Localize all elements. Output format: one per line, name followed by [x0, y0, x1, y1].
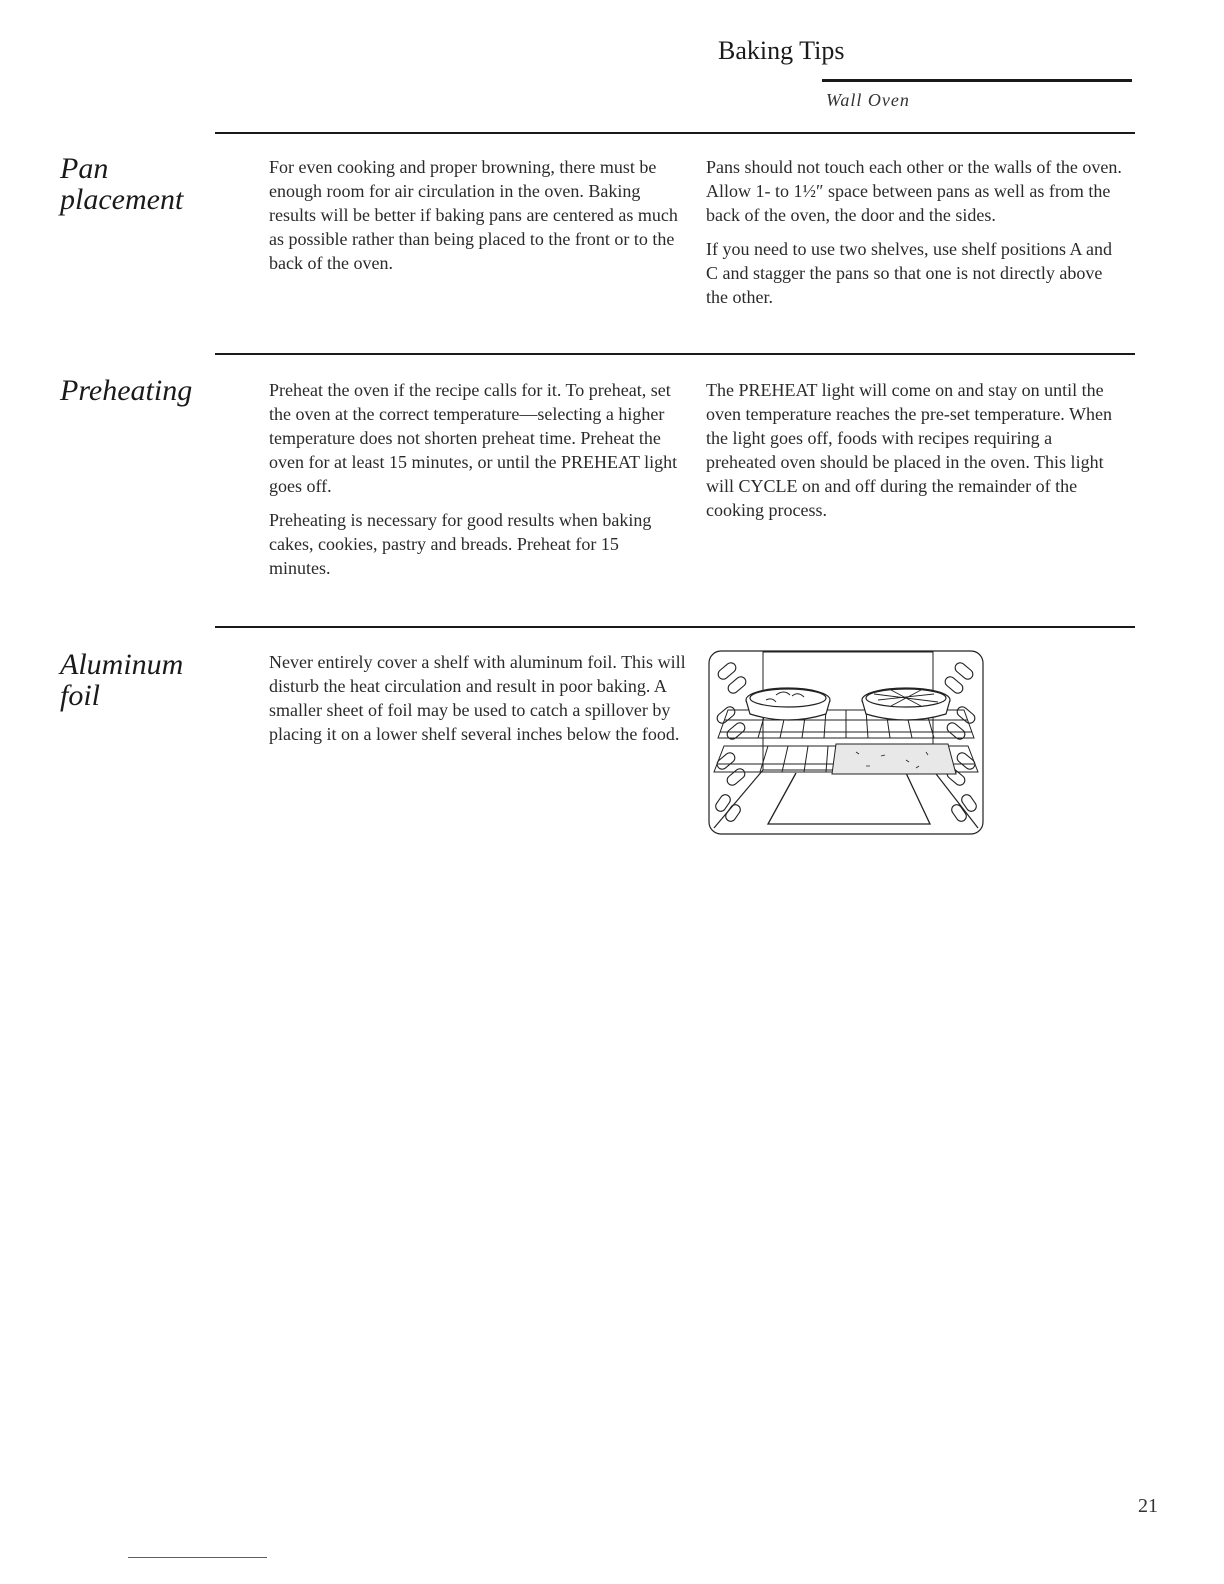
pan-placement-right-text: [706, 155, 1126, 319]
paragraph: Never entirely cover a shelf with aluminum foil. This will disturb the heat circulation and result in poor baking. A smaller sheet of foil may be used to catch a spillover by placing it on a lower shelf several inches below the food.: [269, 652, 686, 744]
aluminum-foil-sheet: [832, 744, 956, 774]
paragraph: For even cooking and proper browning, there must be enough room for air circulation in the oven. Baking results will be better if baking pans are centered as much as possible rather than being placed to the front or to the back of the oven.: [269, 157, 678, 273]
left-shelf-supports: [714, 661, 748, 823]
preheating-left-text: [269, 378, 679, 590]
paragraph: Preheat the oven if the recipe calls for it. To preheat, set the oven at the correct temperature—selecting a higher temperature does not shorten preheat time. Preheat the oven for at least 15 minutes, or until the PREHEAT light goes off.: [269, 380, 678, 496]
title-rule: [822, 79, 1132, 82]
pie-icon: [746, 688, 830, 720]
paragraph: Preheating is necessary for good results when baking cakes, cookies, pastry and breads. Preheat for 15 minutes.: [269, 510, 652, 578]
section-heading-pan-placement: Pan placement: [60, 152, 184, 216]
page-subtitle: Wall Oven: [826, 90, 910, 110]
oven-cavity-outline: [709, 651, 983, 834]
section-heading-aluminum-foil: Aluminum foil: [60, 648, 184, 712]
oven-floor-edge: [714, 770, 763, 828]
right-shelf-supports: [943, 661, 978, 823]
oven-floor-edge: [933, 770, 978, 828]
paragraph: If you need to use two shelves, use shelf positions A and C and stagger the pans so that one is not directly above the other.: [706, 239, 1112, 307]
paragraph: Pans should not touch each other or the walls of the oven. Allow 1- to 1½″ space between pans as well as from the back of the oven, the door and the sides.: [706, 157, 1122, 225]
pan-placement-left-text: [269, 155, 687, 285]
page-title: Baking Tips: [718, 36, 845, 65]
footer-link-line: [128, 1557, 267, 1558]
section-divider: [215, 353, 1135, 355]
preheating-right-text: [706, 378, 1126, 532]
section-divider: [215, 626, 1135, 628]
paragraph: The PREHEAT light will come on and stay on until the oven temperature reaches the pre-set temperature. When the light goes off, foods with recipes requiring a preheated oven should be placed in the oven. This light will CYCLE on and off during the remainder of the cooking process.: [706, 380, 1112, 520]
aluminum-foil-text: [269, 650, 697, 756]
section-divider: [215, 132, 1135, 134]
pie-icon: [862, 688, 950, 720]
page-number: 21: [1138, 1495, 1158, 1517]
oven-illustration: [706, 648, 986, 838]
section-heading-preheating: Preheating: [60, 374, 193, 407]
bake-element-icon: [768, 773, 930, 824]
